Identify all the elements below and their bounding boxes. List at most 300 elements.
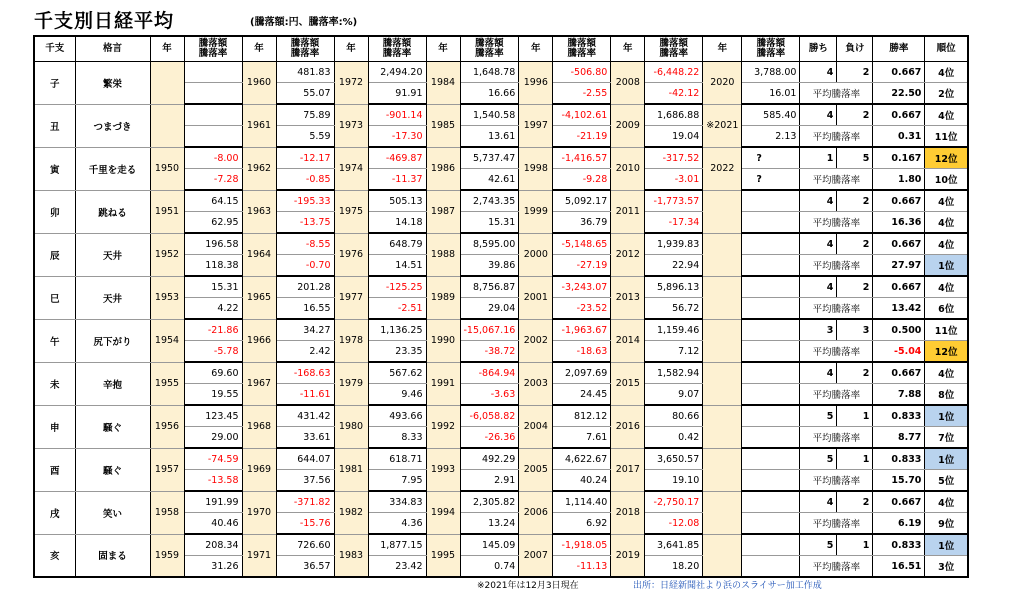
- change-amount-cell: -1,416.57: [553, 147, 611, 169]
- table-row: [34, 405, 968, 427]
- change-amount-cell: 2,743.35: [460, 190, 519, 212]
- year-cell: 1959: [150, 534, 184, 577]
- table-row: [34, 534, 968, 556]
- change-amount-cell: 5,896.13: [645, 276, 703, 298]
- table-row: [34, 62, 968, 83]
- change-rate-cell: 7.95: [368, 470, 426, 492]
- avg-rank-badge: 8位: [925, 384, 968, 406]
- eto-cell: 戌: [34, 491, 75, 534]
- winrate-cell: 0.167: [873, 147, 925, 169]
- year-cell: 1971: [242, 534, 276, 577]
- change-amount-cell: [742, 491, 800, 513]
- change-rate-cell: 16.66: [460, 83, 519, 105]
- change-rate-cell: 9.46: [368, 384, 426, 406]
- year-cell: 1953: [150, 276, 184, 319]
- change-rate-cell: 14.18: [368, 212, 426, 234]
- change-amount-cell: 493.66: [368, 405, 426, 427]
- change-amount-cell: 5,092.17: [553, 190, 611, 212]
- year-cell: 1962: [242, 147, 276, 190]
- change-rate-cell: [742, 298, 800, 320]
- table-row: [34, 491, 968, 513]
- wins-cell: 4: [800, 190, 837, 212]
- change-rate-cell: 42.61: [460, 169, 519, 191]
- change-rate-cell: 4.36: [368, 513, 426, 535]
- change-amount-cell: 2,097.69: [553, 362, 611, 384]
- year-cell: 1968: [242, 405, 276, 448]
- kakugen-cell: つまづき: [75, 104, 150, 147]
- avg-rank-badge: 6位: [925, 298, 968, 320]
- rank-badge: 4位: [925, 362, 968, 384]
- year-cell: 1984: [426, 62, 460, 105]
- change-amount-cell: 585.40: [742, 104, 800, 126]
- change-amount-cell: 201.28: [276, 276, 334, 298]
- year-cell: 1983: [334, 534, 368, 577]
- wins-cell: 5: [800, 534, 837, 556]
- column-header: 年: [611, 36, 645, 62]
- change-amount-cell: 208.34: [184, 534, 242, 556]
- winrate-cell: 0.667: [873, 190, 925, 212]
- year-cell: 1950: [150, 147, 184, 190]
- column-header: 騰落額 騰落率: [184, 36, 242, 62]
- change-amount-cell: [742, 448, 800, 470]
- avg-rank-badge: 5位: [925, 470, 968, 492]
- avg-rate-cell: 22.50: [873, 83, 925, 105]
- change-rate-cell: -12.08: [645, 513, 703, 535]
- year-cell: 2010: [611, 147, 645, 190]
- change-rate-cell: -17.30: [368, 126, 426, 148]
- year-cell: 1974: [334, 147, 368, 190]
- year-cell: 1988: [426, 233, 460, 276]
- eto-cell: 亥: [34, 534, 75, 577]
- year-cell: [703, 190, 742, 233]
- losses-cell: 2: [837, 362, 873, 384]
- change-amount-cell: 75.89: [276, 104, 334, 126]
- avg-rate-label: 平均騰落率: [800, 470, 873, 492]
- column-header: 負け: [837, 36, 873, 62]
- year-cell: 2005: [519, 448, 553, 491]
- year-cell: [703, 448, 742, 491]
- year-cell: 1997: [519, 104, 553, 147]
- rank-badge: 11位: [925, 319, 968, 341]
- rank-badge: 4位: [925, 104, 968, 126]
- column-header: 騰落額 騰落率: [742, 36, 800, 62]
- losses-cell: 2: [837, 190, 873, 212]
- eto-cell: 丑: [34, 104, 75, 147]
- losses-cell: 1: [837, 448, 873, 470]
- avg-rank-badge: 11位: [925, 126, 968, 148]
- year-cell: 1954: [150, 319, 184, 362]
- change-rate-cell: 18.20: [645, 556, 703, 578]
- change-amount-cell: -371.82: [276, 491, 334, 513]
- table-body: [34, 62, 968, 578]
- wins-cell: 3: [800, 319, 837, 341]
- change-amount-cell: 618.71: [368, 448, 426, 470]
- change-rate-cell: -9.28: [553, 169, 611, 191]
- change-rate-cell: 19.55: [184, 384, 242, 406]
- year-cell: 1989: [426, 276, 460, 319]
- wins-cell: 4: [800, 491, 837, 513]
- change-rate-cell: 37.56: [276, 470, 334, 492]
- avg-rate-label: 平均騰落率: [800, 212, 873, 234]
- change-amount-cell: 1,686.88: [645, 104, 703, 126]
- change-rate-cell: ?: [742, 169, 800, 191]
- change-rate-cell: [742, 427, 800, 449]
- year-cell: 1992: [426, 405, 460, 448]
- eto-cell: 午: [34, 319, 75, 362]
- change-amount-cell: 196.58: [184, 233, 242, 255]
- change-amount-cell: 1,136.25: [368, 319, 426, 341]
- change-rate-cell: [184, 83, 242, 105]
- change-rate-cell: 55.07: [276, 83, 334, 105]
- change-amount-cell: -195.33: [276, 190, 334, 212]
- change-rate-cell: 36.57: [276, 556, 334, 578]
- winrate-cell: 0.667: [873, 233, 925, 255]
- year-cell: 1966: [242, 319, 276, 362]
- kakugen-cell: 騒ぐ: [75, 405, 150, 448]
- column-header: 年: [426, 36, 460, 62]
- change-rate-cell: -7.28: [184, 169, 242, 191]
- change-rate-cell: 39.86: [460, 255, 519, 277]
- change-amount-cell: 8,595.00: [460, 233, 519, 255]
- change-rate-cell: 33.61: [276, 427, 334, 449]
- change-amount-cell: 1,114.40: [553, 491, 611, 513]
- year-cell: 2018: [611, 491, 645, 534]
- change-rate-cell: [742, 212, 800, 234]
- change-amount-cell: -506.80: [553, 62, 611, 83]
- year-cell: 2011: [611, 190, 645, 233]
- change-amount-cell: 69.60: [184, 362, 242, 384]
- change-amount-cell: -1,918.05: [553, 534, 611, 556]
- winrate-cell: 0.667: [873, 491, 925, 513]
- year-cell: [703, 491, 742, 534]
- avg-rate-cell: 7.88: [873, 384, 925, 406]
- rank-badge: 4位: [925, 62, 968, 83]
- change-rate-cell: 23.35: [368, 341, 426, 363]
- change-amount-cell: 431.42: [276, 405, 334, 427]
- change-amount-cell: [742, 534, 800, 556]
- change-rate-cell: -13.75: [276, 212, 334, 234]
- column-header: 騰落額 騰落率: [553, 36, 611, 62]
- change-rate-cell: -27.19: [553, 255, 611, 277]
- year-cell: 2012: [611, 233, 645, 276]
- avg-rate-cell: 16.36: [873, 212, 925, 234]
- change-amount-cell: 3,650.57: [645, 448, 703, 470]
- change-rate-cell: 24.45: [553, 384, 611, 406]
- change-amount-cell: 34.27: [276, 319, 334, 341]
- rank-badge: 12位: [925, 147, 968, 169]
- change-amount-cell: -901.14: [368, 104, 426, 126]
- change-amount-cell: 1,582.94: [645, 362, 703, 384]
- year-cell: [150, 62, 184, 105]
- avg-rate-label: 平均騰落率: [800, 126, 873, 148]
- year-cell: [150, 104, 184, 147]
- year-cell: 1993: [426, 448, 460, 491]
- column-header: 騰落額 騰落率: [276, 36, 334, 62]
- change-rate-cell: 40.24: [553, 470, 611, 492]
- change-rate-cell: 14.51: [368, 255, 426, 277]
- change-amount-cell: -4,102.61: [553, 104, 611, 126]
- change-amount-cell: 2,305.82: [460, 491, 519, 513]
- wins-cell: 4: [800, 362, 837, 384]
- change-amount-cell: [742, 233, 800, 255]
- change-rate-cell: 6.92: [553, 513, 611, 535]
- kakugen-cell: 繁栄: [75, 62, 150, 105]
- change-rate-cell: -23.52: [553, 298, 611, 320]
- winrate-cell: 0.833: [873, 534, 925, 556]
- change-rate-cell: -2.55: [553, 83, 611, 105]
- change-rate-cell: [742, 341, 800, 363]
- column-header: 千支: [34, 36, 75, 62]
- year-cell: 1985: [426, 104, 460, 147]
- change-amount-cell: -5,148.65: [553, 233, 611, 255]
- year-cell: 1998: [519, 147, 553, 190]
- change-amount-cell: [742, 405, 800, 427]
- table-row: [34, 147, 968, 169]
- wins-cell: 1: [800, 147, 837, 169]
- change-rate-cell: [742, 513, 800, 535]
- change-rate-cell: [742, 255, 800, 277]
- year-cell: 2019: [611, 534, 645, 577]
- wins-cell: 4: [800, 233, 837, 255]
- change-rate-cell: -38.72: [460, 341, 519, 363]
- change-rate-cell: 2.91: [460, 470, 519, 492]
- change-amount-cell: -8.00: [184, 147, 242, 169]
- change-amount-cell: 5,737.47: [460, 147, 519, 169]
- year-cell: 1977: [334, 276, 368, 319]
- year-cell: 2006: [519, 491, 553, 534]
- change-rate-cell: -2.51: [368, 298, 426, 320]
- change-amount-cell: -74.59: [184, 448, 242, 470]
- change-rate-cell: -18.63: [553, 341, 611, 363]
- change-rate-cell: 31.26: [184, 556, 242, 578]
- year-cell: 1972: [334, 62, 368, 105]
- year-cell: 1965: [242, 276, 276, 319]
- year-cell: ※2021: [703, 104, 742, 147]
- change-rate-cell: -26.36: [460, 427, 519, 449]
- change-amount-cell: 64.15: [184, 190, 242, 212]
- losses-cell: 1: [837, 534, 873, 556]
- year-cell: 1990: [426, 319, 460, 362]
- rank-badge: 1位: [925, 534, 968, 556]
- change-rate-cell: 2.13: [742, 126, 800, 148]
- change-amount-cell: [184, 62, 242, 83]
- year-cell: 1961: [242, 104, 276, 147]
- year-cell: 2000: [519, 233, 553, 276]
- year-cell: 1952: [150, 233, 184, 276]
- footnote: ※2021年は12月3日現在: [477, 581, 579, 591]
- losses-cell: 5: [837, 147, 873, 169]
- table-row: [34, 276, 968, 298]
- change-amount-cell: [184, 104, 242, 126]
- losses-cell: 2: [837, 62, 873, 83]
- change-amount-cell: 492.29: [460, 448, 519, 470]
- table-row: [34, 319, 968, 341]
- header-row: [34, 36, 968, 62]
- change-rate-cell: 19.04: [645, 126, 703, 148]
- change-rate-cell: -5.78: [184, 341, 242, 363]
- year-cell: 1995: [426, 534, 460, 577]
- change-rate-cell: 8.33: [368, 427, 426, 449]
- rank-badge: 4位: [925, 491, 968, 513]
- change-amount-cell: -6,448.22: [645, 62, 703, 83]
- change-amount-cell: 8,756.87: [460, 276, 519, 298]
- winrate-cell: 0.833: [873, 448, 925, 470]
- wins-cell: 4: [800, 62, 837, 83]
- change-rate-cell: [742, 556, 800, 578]
- avg-rate-label: 平均騰落率: [800, 427, 873, 449]
- year-cell: 2020: [703, 62, 742, 105]
- change-amount-cell: -1,773.57: [645, 190, 703, 212]
- year-cell: 1967: [242, 362, 276, 405]
- year-cell: 1986: [426, 147, 460, 190]
- table-row: [34, 362, 968, 384]
- losses-cell: 2: [837, 491, 873, 513]
- year-cell: [703, 534, 742, 577]
- change-amount-cell: 1,159.46: [645, 319, 703, 341]
- change-amount-cell: -469.87: [368, 147, 426, 169]
- change-amount-cell: 648.79: [368, 233, 426, 255]
- change-rate-cell: [742, 470, 800, 492]
- change-rate-cell: -11.61: [276, 384, 334, 406]
- change-rate-cell: 36.79: [553, 212, 611, 234]
- avg-rank-badge: 1位: [925, 255, 968, 277]
- year-cell: 2014: [611, 319, 645, 362]
- avg-rate-cell: 1.80: [873, 169, 925, 191]
- year-cell: 1960: [242, 62, 276, 105]
- avg-rate-cell: 8.77: [873, 427, 925, 449]
- year-cell: 2022: [703, 147, 742, 190]
- eto-cell: 巳: [34, 276, 75, 319]
- column-header: 格言: [75, 36, 150, 62]
- column-header: 順位: [925, 36, 968, 62]
- rank-badge: 4位: [925, 233, 968, 255]
- change-rate-cell: 29.00: [184, 427, 242, 449]
- eto-nikkei-table: [33, 35, 969, 578]
- year-cell: 2015: [611, 362, 645, 405]
- change-rate-cell: [184, 126, 242, 148]
- kakugen-cell: 騒ぐ: [75, 448, 150, 491]
- avg-rate-label: 平均騰落率: [800, 341, 873, 363]
- year-cell: 2017: [611, 448, 645, 491]
- change-rate-cell: 29.04: [460, 298, 519, 320]
- change-rate-cell: 16.01: [742, 83, 800, 105]
- change-amount-cell: -2,750.17: [645, 491, 703, 513]
- year-cell: 1981: [334, 448, 368, 491]
- avg-rate-cell: 27.97: [873, 255, 925, 277]
- change-amount-cell: ?: [742, 147, 800, 169]
- change-amount-cell: 334.83: [368, 491, 426, 513]
- change-rate-cell: -0.70: [276, 255, 334, 277]
- units-subtitle: (騰落額:円、騰落率:%): [250, 17, 358, 28]
- eto-cell: 酉: [34, 448, 75, 491]
- rank-badge: 1位: [925, 448, 968, 470]
- change-amount-cell: -1,963.67: [553, 319, 611, 341]
- change-amount-cell: 2,494.20: [368, 62, 426, 83]
- change-rate-cell: 0.42: [645, 427, 703, 449]
- avg-rank-badge: 7位: [925, 427, 968, 449]
- avg-rate-label: 平均騰落率: [800, 298, 873, 320]
- kakugen-cell: 笑い: [75, 491, 150, 534]
- change-rate-cell: -0.85: [276, 169, 334, 191]
- change-amount-cell: -12.17: [276, 147, 334, 169]
- change-rate-cell: 0.74: [460, 556, 519, 578]
- table-row: [34, 190, 968, 212]
- avg-rate-label: 平均騰落率: [800, 384, 873, 406]
- avg-rate-cell: 0.31: [873, 126, 925, 148]
- change-amount-cell: 1,540.58: [460, 104, 519, 126]
- change-amount-cell: 505.13: [368, 190, 426, 212]
- change-rate-cell: -15.76: [276, 513, 334, 535]
- avg-rate-label: 平均騰落率: [800, 255, 873, 277]
- change-amount-cell: 644.07: [276, 448, 334, 470]
- change-amount-cell: 191.99: [184, 491, 242, 513]
- table-row: [34, 448, 968, 470]
- eto-cell: 申: [34, 405, 75, 448]
- avg-rate-label: 平均騰落率: [800, 83, 873, 105]
- winrate-cell: 0.667: [873, 104, 925, 126]
- change-rate-cell: 56.72: [645, 298, 703, 320]
- avg-rate-label: 平均騰落率: [800, 513, 873, 535]
- change-amount-cell: -125.25: [368, 276, 426, 298]
- change-rate-cell: -13.58: [184, 470, 242, 492]
- kakugen-cell: 天井: [75, 233, 150, 276]
- change-rate-cell: 13.61: [460, 126, 519, 148]
- change-rate-cell: 118.38: [184, 255, 242, 277]
- year-cell: 1964: [242, 233, 276, 276]
- year-cell: 1970: [242, 491, 276, 534]
- year-cell: 2004: [519, 405, 553, 448]
- change-amount-cell: 123.45: [184, 405, 242, 427]
- year-cell: 1976: [334, 233, 368, 276]
- year-cell: 1957: [150, 448, 184, 491]
- change-rate-cell: -17.34: [645, 212, 703, 234]
- change-rate-cell: -3.01: [645, 169, 703, 191]
- year-cell: 2009: [611, 104, 645, 147]
- rank-badge: 4位: [925, 190, 968, 212]
- year-cell: 2002: [519, 319, 553, 362]
- kakugen-cell: 辛抱: [75, 362, 150, 405]
- winrate-cell: 0.833: [873, 405, 925, 427]
- wins-cell: 5: [800, 405, 837, 427]
- change-amount-cell: -864.94: [460, 362, 519, 384]
- change-rate-cell: 16.55: [276, 298, 334, 320]
- column-header: 騰落額 騰落率: [460, 36, 519, 62]
- year-cell: 1963: [242, 190, 276, 233]
- change-rate-cell: 19.10: [645, 470, 703, 492]
- column-header: 勝ち: [800, 36, 837, 62]
- change-rate-cell: -3.63: [460, 384, 519, 406]
- kakugen-cell: 千里を走る: [75, 147, 150, 190]
- change-rate-cell: 15.31: [460, 212, 519, 234]
- avg-rate-label: 平均騰落率: [800, 556, 873, 578]
- avg-rank-badge: 3位: [925, 556, 968, 578]
- year-cell: [703, 319, 742, 362]
- column-header: 勝率: [873, 36, 925, 62]
- change-rate-cell: [742, 384, 800, 406]
- avg-rank-badge: 4位: [925, 212, 968, 234]
- column-header: 年: [703, 36, 742, 62]
- change-amount-cell: 3,788.00: [742, 62, 800, 83]
- column-header: 年: [519, 36, 553, 62]
- year-cell: 1969: [242, 448, 276, 491]
- year-cell: 1979: [334, 362, 368, 405]
- avg-rate-cell: 15.70: [873, 470, 925, 492]
- winrate-cell: 0.667: [873, 62, 925, 83]
- year-cell: 1973: [334, 104, 368, 147]
- change-rate-cell: 5.59: [276, 126, 334, 148]
- wins-cell: 5: [800, 448, 837, 470]
- change-amount-cell: 15.31: [184, 276, 242, 298]
